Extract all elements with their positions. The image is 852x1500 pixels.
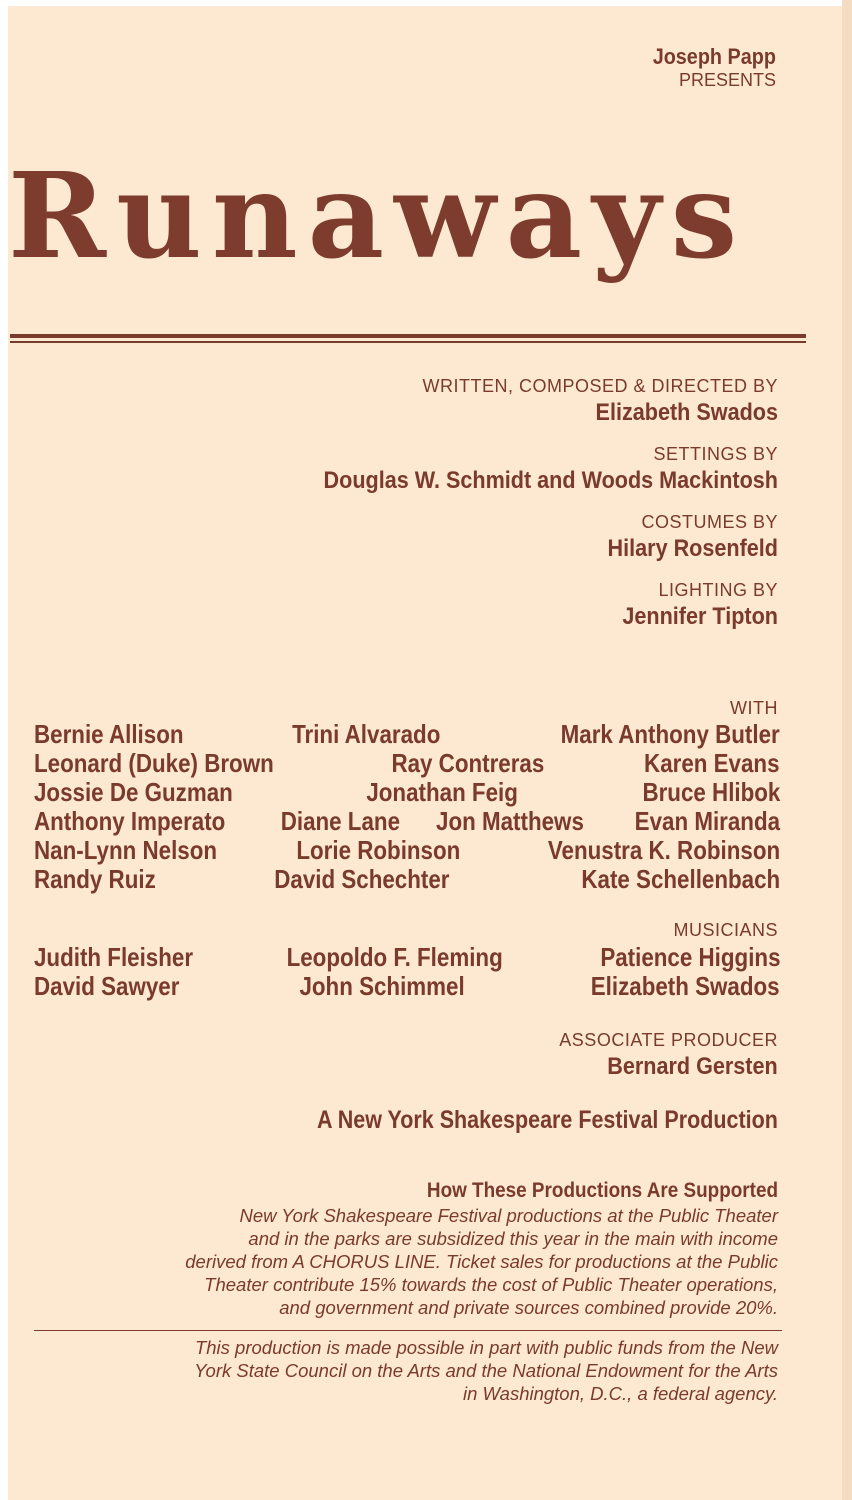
cast-member: Evan Miranda [634, 806, 780, 836]
musician-row [34, 972, 780, 1001]
cast-member: Mark Anthony Butler [560, 719, 780, 749]
cast-member: Karen Evans [644, 748, 780, 778]
show-title: Runaways [8, 146, 748, 285]
musician-row [34, 943, 780, 972]
credit-name: Hilary Rosenfeld [607, 535, 778, 562]
cast-row [34, 865, 780, 894]
cast-member: Lorie Robinson [296, 835, 461, 865]
funding-line: in Washington, D.C., a federal agency. [462, 1383, 778, 1404]
support-line: Theater contribute 15% towards the cost of Public Theater operations, [204, 1274, 778, 1295]
cast-row [34, 778, 780, 807]
support-line: and in the parks are subsidized this year in the main with income [248, 1228, 778, 1249]
title-rule-thick [10, 334, 806, 338]
cast-member: Anthony Imperato [34, 806, 226, 836]
cast-member: Trini Alvarado [292, 719, 441, 749]
cast-list [34, 720, 780, 894]
credit-role: SETTINGS BY [653, 444, 778, 464]
credit-name: Elizabeth Swados [595, 399, 778, 426]
production-credit: A New York Shakespeare Festival Production [317, 1106, 778, 1134]
credit-costumes [78, 510, 778, 564]
support-line: and government and private sources combined provide 20%. [279, 1297, 778, 1318]
cast-member: Jossie De Guzman [34, 777, 233, 807]
scan-edge-left [0, 0, 8, 1500]
support-heading: How These Productions Are Supported [426, 1179, 778, 1202]
cast-row [34, 807, 780, 836]
funding-line: This production is made possible in part with public funds from the New [194, 1337, 778, 1358]
credit-role: LIGHTING BY [658, 580, 778, 600]
musician: David Sawyer [34, 971, 180, 1001]
cast-label: WITH [730, 698, 778, 718]
presenter-block [639, 44, 776, 90]
credit-lighting [78, 578, 778, 632]
presenter-name: Joseph Papp [652, 44, 776, 69]
musician: Elizabeth Swados [591, 971, 780, 1001]
cast-member: Nan-Lynn Nelson [34, 835, 218, 865]
support-notice [18, 1178, 778, 1319]
credit-role: COSTUMES BY [641, 512, 778, 532]
credit-name: Jennifer Tipton [622, 603, 778, 630]
cast-member: David Schechter [274, 864, 450, 894]
musician: Leopoldo F. Fleming [286, 942, 503, 972]
cast-member: Kate Schellenbach [581, 864, 780, 894]
credits-list [78, 374, 778, 646]
cast-member: Venustra K. Robinson [547, 835, 780, 865]
cast-member: Bernie Allison [34, 719, 184, 749]
cast-member: Diane Lane [280, 806, 401, 836]
cast-row [34, 836, 780, 865]
cast-row [34, 720, 780, 749]
credit-director [78, 374, 778, 428]
support-line: New York Shakespeare Festival productions at the Public Theater [239, 1205, 778, 1226]
cast-member: Ray Contreras [391, 748, 545, 778]
funding-line: York State Council on the Arts and the National Endowment for the Arts [194, 1360, 778, 1381]
credit-role: WRITTEN, COMPOSED & DIRECTED BY [422, 376, 778, 396]
musicians-list [34, 943, 780, 1001]
credit-name: Douglas W. Schmidt and Woods Mackintosh [323, 467, 778, 494]
musician: Judith Fleisher [34, 942, 194, 972]
cast-member: Jon Matthews [436, 806, 585, 836]
associate-producer-role: ASSOCIATE PRODUCER [559, 1030, 778, 1050]
title-rule-thin [10, 341, 806, 343]
cast-member: Randy Ruiz [34, 864, 156, 894]
cast-row [34, 749, 780, 778]
scan-edge-top [0, 0, 852, 6]
funding-notice [18, 1336, 778, 1405]
credit-settings [78, 442, 778, 496]
cast-member: Jonathan Feig [366, 777, 519, 807]
funding-divider [34, 1330, 782, 1331]
support-line: derived from A CHORUS LINE. Ticket sales for productions at the Public [185, 1251, 778, 1272]
musician: Patience Higgins [599, 942, 780, 972]
associate-producer-name: Bernard Gersten [607, 1053, 778, 1080]
associate-producer-block [559, 1028, 778, 1082]
presents-label: PRESENTS [678, 70, 776, 90]
cast-member: Bruce Hlibok [642, 777, 780, 807]
musician: John Schimmel [299, 971, 465, 1001]
musicians-label: MUSICIANS [673, 920, 778, 940]
cast-member: Leonard (Duke) Brown [34, 748, 274, 778]
